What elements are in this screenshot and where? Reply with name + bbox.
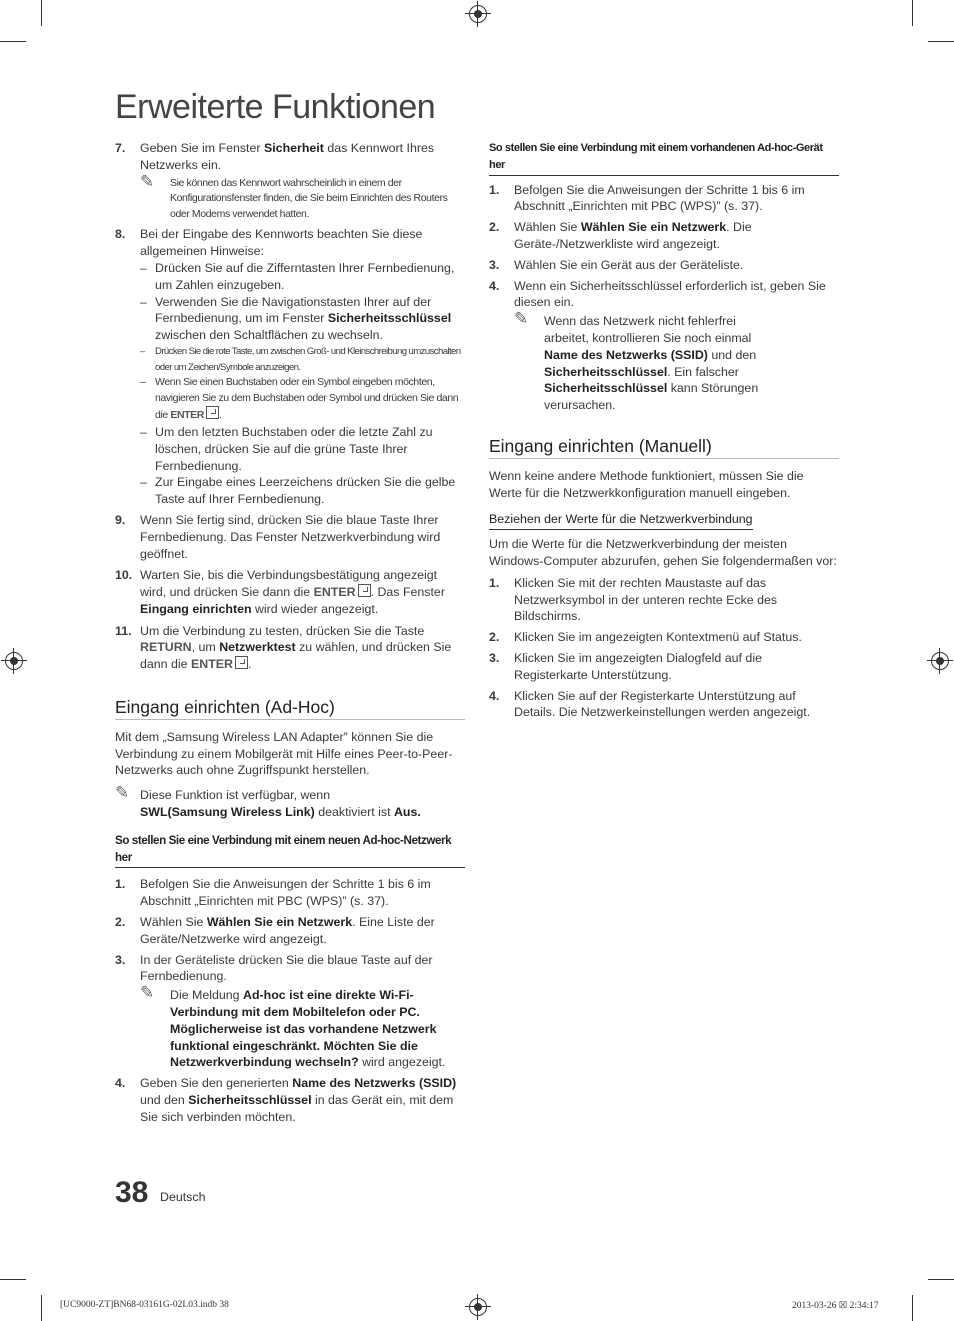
footer-file: [UC9000-ZT]BN68-03161G-02L03.indb 38 xyxy=(60,1300,229,1310)
step-text: . Die Geräte-/Netzwerkliste wird angezeigt. xyxy=(514,220,752,251)
step-text: Wenn ein Sicherheitsschlüssel erforderlich ist, geben Sie diesen ein. xyxy=(514,278,826,310)
step-7 xyxy=(115,140,465,222)
adhoc-step-4 xyxy=(115,1075,465,1125)
bullet-text: Um den letzten Buchstaben oder die letzte Zahl zu löschen, drücken Sie auf die grüne Taste Ihrer Fernbedienung. xyxy=(155,424,433,473)
crop-mark xyxy=(928,41,954,42)
step-text: In der Geräteliste drücken Sie die blaue Taste auf der Fernbedienung. xyxy=(140,952,433,984)
pencil-icon: ✎ xyxy=(140,171,154,191)
dash: – xyxy=(140,376,146,389)
step-text: Wenn Sie fertig sind, drücken Sie die blaue Taste Ihrer Fernbedienung. Das Fenster Netzwerkverbindung wird geöffnet. xyxy=(140,512,441,561)
step-number: 1. xyxy=(115,877,126,892)
step-number: 9. xyxy=(115,512,126,527)
step-text: Geben Sie im Fenster xyxy=(140,141,264,155)
step-text: , um xyxy=(191,640,220,655)
step-bold: Wählen Sie ein Netzwerk xyxy=(206,915,353,930)
step-number: 7. xyxy=(115,141,126,155)
step-number: 3. xyxy=(115,952,126,967)
pencil-icon: ✎ xyxy=(514,309,529,329)
step-bold: Netzwerktest xyxy=(219,640,296,655)
step-number: 8. xyxy=(115,227,126,242)
step-text: Geben Sie den generierten xyxy=(140,1076,293,1091)
bullet-text: zwischen den Schaltflächen zu wechseln. xyxy=(155,328,383,343)
subheading: So stellen Sie eine Verbindung mit einem neuen Ad-hoc-Netzwerk her xyxy=(115,833,465,869)
page-number: 38 xyxy=(115,1176,149,1209)
step-text: Klicken Sie mit der rechten Maustaste auf das Netzwerksymbol in der unteren rechte Ecke des Bildschirms. xyxy=(514,575,778,624)
left-column xyxy=(115,140,465,1130)
crop-mark xyxy=(0,41,26,42)
note-text: Sie können das Kennwort wahrscheinlich in einem der Konfigurationsfenster finden, die Sie beim Einrichten des Routers oder Modems verwendet hatten. xyxy=(170,176,448,220)
pencil-icon: ✎ xyxy=(140,983,155,1003)
crop-mark xyxy=(912,1295,913,1321)
note-text: kann Störungen verursachen. xyxy=(544,381,759,413)
existing-step-2 xyxy=(489,219,839,253)
section-heading-adhoc: Eingang einrichten (Ad-Hoc) xyxy=(115,699,465,720)
step-number: 10. xyxy=(115,568,133,583)
bullet-text: Zur Eingabe eines Leerzeichens drücken Sie die gelbe Taste auf Ihrer Fernbedienung. xyxy=(155,475,456,507)
return-key-label: RETURN xyxy=(140,640,192,655)
step-bold: Wählen Sie ein Netzwerk xyxy=(580,220,727,235)
enter-key-label: ENTER xyxy=(190,657,233,672)
step-bold: Sicherheitsschlüssel xyxy=(188,1093,312,1108)
note-text: deaktiviert ist xyxy=(314,805,394,820)
section-heading-manual: Eingang einrichten (Manuell) xyxy=(489,438,839,459)
note-text: . Ein falscher xyxy=(667,364,739,379)
step-number: 1. xyxy=(489,182,500,197)
note xyxy=(140,171,465,223)
step-number: 3. xyxy=(489,650,500,665)
registration-mark-icon xyxy=(469,5,487,23)
step-number: 11. xyxy=(115,623,132,638)
note-bold: Sicherheitsschlüssel xyxy=(544,381,668,396)
crop-mark xyxy=(41,0,42,26)
step-number: 2. xyxy=(489,630,500,645)
note-bold: SWL(Samsung Wireless Link) xyxy=(140,805,315,820)
adhoc-step-2 xyxy=(115,914,465,948)
step-11 xyxy=(115,623,465,673)
bullet-item xyxy=(140,375,465,424)
existing-step-3 xyxy=(489,257,839,274)
section-para: Um die Werte für die Netzwerkverbindung der meisten Windows-Computer abzurufen, gehen Sie folgendermaßen vor: xyxy=(489,537,837,568)
step-text: in das Gerät ein, mit dem Sie sich verbinden möchten. xyxy=(140,1093,454,1124)
step-text: . Das Fenster xyxy=(370,585,445,600)
bullet-item xyxy=(140,474,465,508)
bullet-item xyxy=(140,260,465,294)
step-text: und den xyxy=(140,1093,189,1108)
crop-mark xyxy=(0,1279,26,1280)
step-text: Befolgen Sie die Anweisungen der Schritte 1 bis 6 im Abschnitt „Einrichten mit PBC (WPS)” (s. 37). xyxy=(514,182,805,214)
enter-key-icon xyxy=(235,656,248,669)
step-text: Um die Verbindung zu testen, drücken Sie die Taste xyxy=(140,623,425,638)
step-8 xyxy=(115,226,465,508)
dash: – xyxy=(140,475,147,490)
right-column xyxy=(489,140,839,725)
dash: – xyxy=(140,294,147,309)
crop-mark xyxy=(912,0,913,26)
step-bold: Name des Netzwerks (SSID) xyxy=(292,1076,457,1091)
page-language: Deutsch xyxy=(160,1190,206,1204)
step-text: Klicken Sie im angezeigten Dialogfeld auf die Registerkarte Unterstützung. xyxy=(514,650,762,682)
step-number: 3. xyxy=(489,257,500,272)
step-number: 1. xyxy=(489,575,500,590)
bullet-text: Drücken Sie auf die Zifferntasten Ihrer Fernbedienung, um Zahlen einzugeben. xyxy=(155,260,455,292)
note xyxy=(115,783,465,821)
bullet-text: Verwenden Sie die Navigationstasten Ihrer auf der Fernbedienung, um im Fenster xyxy=(155,294,432,326)
bullet-item xyxy=(140,424,465,474)
step-text: Wählen Sie ein Gerät aus der Geräteliste. xyxy=(514,257,744,272)
crop-mark xyxy=(41,1295,42,1321)
bullet-text: Wenn Sie einen Buchstaben oder ein Symbol eingeben möchten, navigieren Sie zu dem Buchstaben oder Symbol und drücken Sie dann die xyxy=(155,376,459,422)
step-number: 2. xyxy=(115,915,126,930)
step-number: 4. xyxy=(489,688,500,703)
dash: – xyxy=(140,260,147,275)
subheading: So stellen Sie eine Verbindung mit einem vorhandenen Ad-hoc-Gerät her xyxy=(489,140,839,176)
bullet-item xyxy=(140,294,465,344)
step-text: Bei der Eingabe des Kennworts beachten Sie diese allgemeinen Hinweise: xyxy=(140,227,423,259)
subheading: Beziehen der Werte für die Netzwerkverbindung xyxy=(489,511,753,530)
bullet-bold: Sicherheitsschlüssel xyxy=(327,311,452,326)
bullet-text: . xyxy=(218,409,222,422)
manual-step-2 xyxy=(489,629,839,646)
adhoc-step-3 xyxy=(115,952,465,1072)
manual-step-1 xyxy=(489,575,839,625)
note xyxy=(514,309,839,414)
step-text: Wählen Sie xyxy=(140,915,207,930)
note-bold: Aus. xyxy=(393,805,421,820)
step-10 xyxy=(115,567,465,617)
note-text: Wenn das Netzwerk nicht fehlerfrei arbeitet, kontrollieren Sie noch einmal xyxy=(544,314,752,345)
note-text: Diese Funktion ist verfügbar, wenn xyxy=(140,788,331,803)
note-bold: Sicherheitsschlüssel xyxy=(544,364,668,379)
pencil-icon: ✎ xyxy=(115,783,130,803)
existing-step-1 xyxy=(489,182,839,216)
dash: – xyxy=(140,424,147,439)
section-intro: Wenn keine andere Methode funktioniert, müssen Sie die Werte für die Netzwerkkonfiguration manuell eingeben. xyxy=(489,468,804,500)
step-number: 2. xyxy=(489,220,500,235)
note-text: wird angezeigt. xyxy=(358,1055,446,1070)
step-9 xyxy=(115,512,465,562)
bullet-item xyxy=(140,344,465,375)
note-text: und den xyxy=(707,347,757,362)
step-text: Klicken Sie auf der Registerkarte Unterstützung auf Details. Die Netzwerkeinstellungen werden angezeigt. xyxy=(514,688,811,720)
enter-key-icon xyxy=(358,584,371,597)
step-text: zu wählen, und drücken Sie dann die xyxy=(140,640,452,672)
note xyxy=(140,983,465,1071)
step-text: Befolgen Sie die Anweisungen der Schritte 1 bis 6 im Abschnitt „Einrichten mit PBC (WPS)” (s. 37). xyxy=(140,877,431,909)
note-bold: Ad-hoc ist eine direkte Wi-Fi-Verbindung mit dem Mobiltelefon oder PC. Möglicherweise ist das vorhandene Netzwerk funktional eingeschränkt. Möchten Sie die Netzwerkverbindung wechseln? xyxy=(170,988,437,1070)
registration-mark-icon xyxy=(931,652,949,670)
adhoc-step-1 xyxy=(115,876,465,910)
step-text: Warten Sie, bis die Verbindungsbestätigung angezeigt wird, und drücken Sie dann die xyxy=(140,568,438,600)
step-bold: Sicherheit xyxy=(263,141,324,155)
existing-step-4 xyxy=(489,278,839,414)
enter-key-icon xyxy=(206,406,219,419)
note-bold: Name des Netzwerks (SSID) xyxy=(544,347,708,362)
step-text: . Eine Liste der Geräte/Netzwerke wird angezeigt. xyxy=(140,915,435,946)
step-text: . xyxy=(247,657,252,672)
crop-mark xyxy=(928,1279,954,1280)
step-text: das Kennwort Ihres Netzwerks ein. xyxy=(140,141,435,172)
note-text: Die Meldung xyxy=(170,988,244,1003)
step-number: 4. xyxy=(489,278,500,293)
dash: – xyxy=(140,345,145,357)
step-bold: Eingang einrichten xyxy=(140,601,252,616)
step-text: Wählen Sie xyxy=(514,220,581,235)
registration-mark-icon xyxy=(5,652,23,670)
manual-step-4 xyxy=(489,688,839,722)
section-intro: Mit dem „Samsung Wireless LAN Adapter” können Sie die Verbindung zu einem Mobilgerät mit Hilfe eines Peer-to-Peer-Netzwerks auch ohne Zugriffspunkt herstellen. xyxy=(115,729,453,778)
step-number: 4. xyxy=(115,1076,126,1091)
enter-key-label: ENTER xyxy=(313,585,356,600)
bullet-text: Drücken Sie die rote Taste, um zwischen Groß- und Kleinschreibung umzuschalten oder um Zeichen/Symbole anzuzeigen. xyxy=(155,345,461,373)
footer-timestamp: 2013-03-26 ☒ 2:34:17 xyxy=(792,1301,879,1311)
step-text: Klicken Sie im angezeigten Kontextmenü auf Status. xyxy=(514,630,802,645)
enter-key-label: ENTER xyxy=(170,409,204,422)
page-title: Erweiterte Funktionen xyxy=(115,88,436,126)
step-text: wird wieder angezeigt. xyxy=(251,601,379,616)
manual-step-3 xyxy=(489,650,839,684)
registration-mark-icon xyxy=(469,1298,487,1316)
